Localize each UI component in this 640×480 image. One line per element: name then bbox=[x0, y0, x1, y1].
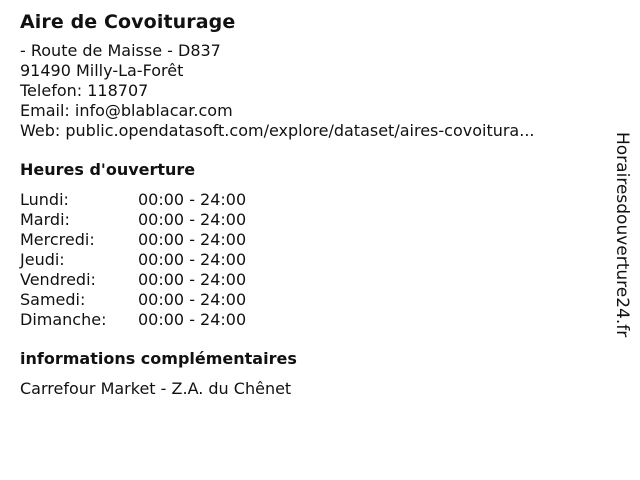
day-label: Jeudi: bbox=[20, 250, 65, 269]
time-range: 00:00 - 24:00 bbox=[138, 290, 247, 309]
time-range: 00:00 - 24:00 bbox=[138, 310, 247, 329]
hours-row-saturday bbox=[20, 290, 600, 310]
time-range: 00:00 - 24:00 bbox=[138, 210, 247, 229]
hours-heading: Heures d'ouverture bbox=[20, 160, 196, 179]
address-block bbox=[20, 41, 600, 141]
brand-vertical-text: Horairesdouverture24.fr bbox=[612, 132, 632, 338]
website-text: Web: public.opendatasoft.com/explore/dataset/aires-covoitura... bbox=[20, 121, 535, 140]
place-title: Aire de Covoiturage bbox=[20, 11, 236, 33]
time-range: 00:00 - 24:00 bbox=[138, 190, 247, 209]
day-label: Vendredi: bbox=[20, 270, 96, 289]
email-text: Email: info@blablacar.com bbox=[20, 101, 233, 120]
street-address: - Route de Maisse - D837 bbox=[20, 41, 221, 60]
day-label: Mardi: bbox=[20, 210, 70, 229]
city-postal: 91490 Milly-La-Forêt bbox=[20, 61, 184, 80]
time-range: 00:00 - 24:00 bbox=[138, 270, 247, 289]
day-label: Samedi: bbox=[20, 290, 86, 309]
extra-info-heading: informations complémentaires bbox=[20, 349, 297, 368]
hours-row-wednesday bbox=[20, 230, 600, 250]
time-range: 00:00 - 24:00 bbox=[138, 250, 247, 269]
hours-row-friday bbox=[20, 270, 600, 290]
hours-row-sunday bbox=[20, 310, 600, 330]
hours-row-monday bbox=[20, 190, 600, 210]
day-label: Mercredi: bbox=[20, 230, 95, 249]
hours-row-tuesday bbox=[20, 210, 600, 230]
time-range: 00:00 - 24:00 bbox=[138, 230, 247, 249]
hours-row-thursday bbox=[20, 250, 600, 270]
hours-table bbox=[20, 190, 600, 330]
phone-text: Telefon: 118707 bbox=[20, 81, 149, 100]
day-label: Lundi: bbox=[20, 190, 69, 209]
extra-info-text: Carrefour Market - Z.A. du Chênet bbox=[20, 379, 292, 398]
day-label: Dimanche: bbox=[20, 310, 107, 329]
card-content bbox=[20, 10, 600, 399]
